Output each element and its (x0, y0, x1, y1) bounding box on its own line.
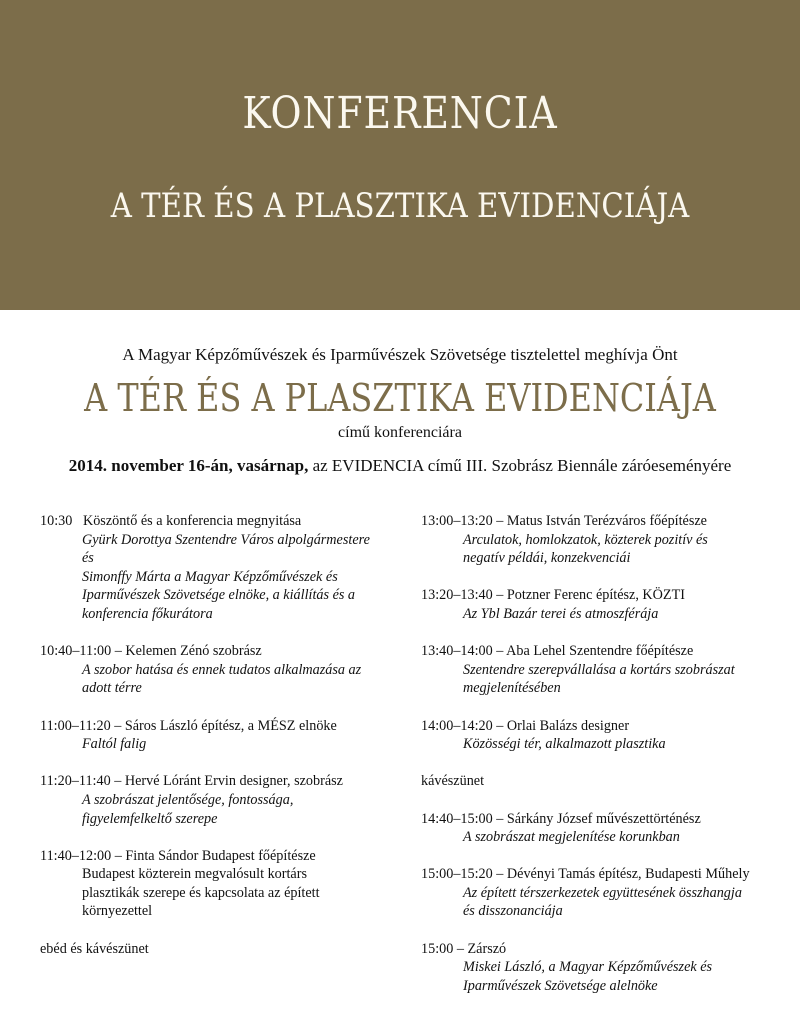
event-date-rest: az EVIDENCIA című III. Szobrász Biennále záróeseményére (308, 456, 732, 475)
program-item-description: környezettel (82, 903, 153, 920)
program-item-description: Faltól falig (82, 736, 147, 753)
program-item-description: Arculatok, homlokzatok, közterek pozitív és (463, 531, 708, 548)
program-item-description: megjelenítésében (463, 680, 561, 697)
conference-subtitle: című konferenciára (338, 424, 462, 441)
program-item-title: 11:00–11:20 – Sáros László építész, a MÉSZ elnöke (40, 717, 337, 734)
program-item (421, 586, 791, 623)
program-item-description: Iparművészek Szövetsége elnöke, a kiállítás és a (82, 587, 356, 604)
program-item-title: 11:20–11:40 – Hervé Lóránt Ervin designer, szobrász (40, 773, 343, 790)
program-item-description: plasztikák szerepe és kapcsolata az épített (82, 884, 320, 901)
program-item (40, 772, 410, 828)
program-item-description: Budapest közterein megvalósult kortárs (82, 866, 307, 883)
program-item-description: negatív példái, konzekvenciái (463, 550, 631, 567)
program-item-title: 10:30 Köszöntő és a konferencia megnyitása (40, 513, 302, 529)
program-item (421, 940, 791, 996)
program-item-description: adott térre (82, 680, 142, 697)
program-left-column (40, 512, 410, 977)
program-item (40, 642, 410, 698)
program-item (40, 847, 410, 921)
program-item-title: 14:00–14:20 – Orlai Balázs designer (421, 717, 630, 734)
program-item-description: Az Ybl Bazár terei és atmoszférája (463, 605, 659, 622)
conference-title: A TÉR ÉS A PLASZTIKA EVIDENCIÁJA (84, 376, 716, 420)
banner-title: KONFERENCIA (242, 88, 558, 139)
program-item-description: Szentendre szerepvállalása a kortárs szobrászat (463, 661, 735, 678)
program-item (421, 865, 791, 921)
program-item (421, 512, 791, 568)
program-item (40, 512, 410, 624)
program-item-description: A szobrászat jelentősége, fontossága, (82, 791, 294, 808)
program-item-description: és (82, 550, 94, 567)
program-item (421, 717, 791, 754)
event-date (0, 456, 800, 476)
program-item-title: 11:40–12:00 – Finta Sándor Budapest főépítésze (40, 847, 316, 864)
program-item-description: és disszonanciája (463, 903, 563, 920)
program-item-title: 13:00–13:20 – Matus István Terézváros főépítésze (421, 513, 707, 529)
header-banner (0, 0, 800, 310)
program-item-description: figyelemfelkeltő szerepe (82, 810, 218, 827)
program-item-description: Iparművészek Szövetsége alelnöke (463, 977, 658, 994)
break-label: kávészünet (421, 773, 485, 790)
program-right-column (421, 512, 791, 1014)
break-label: ebéd és kávészünet (40, 940, 149, 957)
program-item-title: 15:00–15:20 – Dévényi Tamás építész, Budapesti Műhely (421, 866, 750, 883)
program-item (40, 717, 410, 754)
event-date-bold: 2014. november 16-án, vasárnap, (68, 456, 309, 475)
program-item-description: Gyürk Dorottya Szentendre Város alpolgármestere (82, 531, 370, 548)
program-item-description: A szobor hatása és ennek tudatos alkalmazása az (82, 661, 362, 678)
program-item (421, 642, 791, 698)
invitation-text: A Magyar Képzőművészek és Iparművészek Szövetsége tisztelettel meghívja Önt (122, 345, 678, 364)
program-item-title: 13:40–14:00 – Aba Lehel Szentendre főépítésze (421, 643, 694, 660)
program-item-description: Az épített térszerkezetek együttesének összhangja (463, 884, 742, 901)
program-item-description: Közösségi tér, alkalmazott plasztika (463, 736, 666, 753)
program-item-description: A szobrászat megjelenítése korunkban (463, 829, 680, 846)
program-item-title: 13:20–13:40 – Potzner Ferenc építész, KÖZTI (421, 587, 685, 604)
program-item-description: Simonffy Márta a Magyar Képzőművészek és (82, 568, 338, 585)
program-item-title: 14:40–15:00 – Sárkány József művészettörténész (421, 810, 701, 827)
program-item (421, 810, 791, 847)
program-item-description: Miskei László, a Magyar Képzőművészek és (463, 959, 713, 976)
banner-subtitle: A TÉR ÉS A PLASZTIKA EVIDENCIÁJA (110, 186, 690, 226)
program-item-title: 10:40–11:00 – Kelemen Zénó szobrász (40, 643, 262, 660)
program-item-description: konferencia főkurátora (82, 605, 213, 622)
program-item-title: 15:00 – Zárszó (421, 940, 507, 957)
